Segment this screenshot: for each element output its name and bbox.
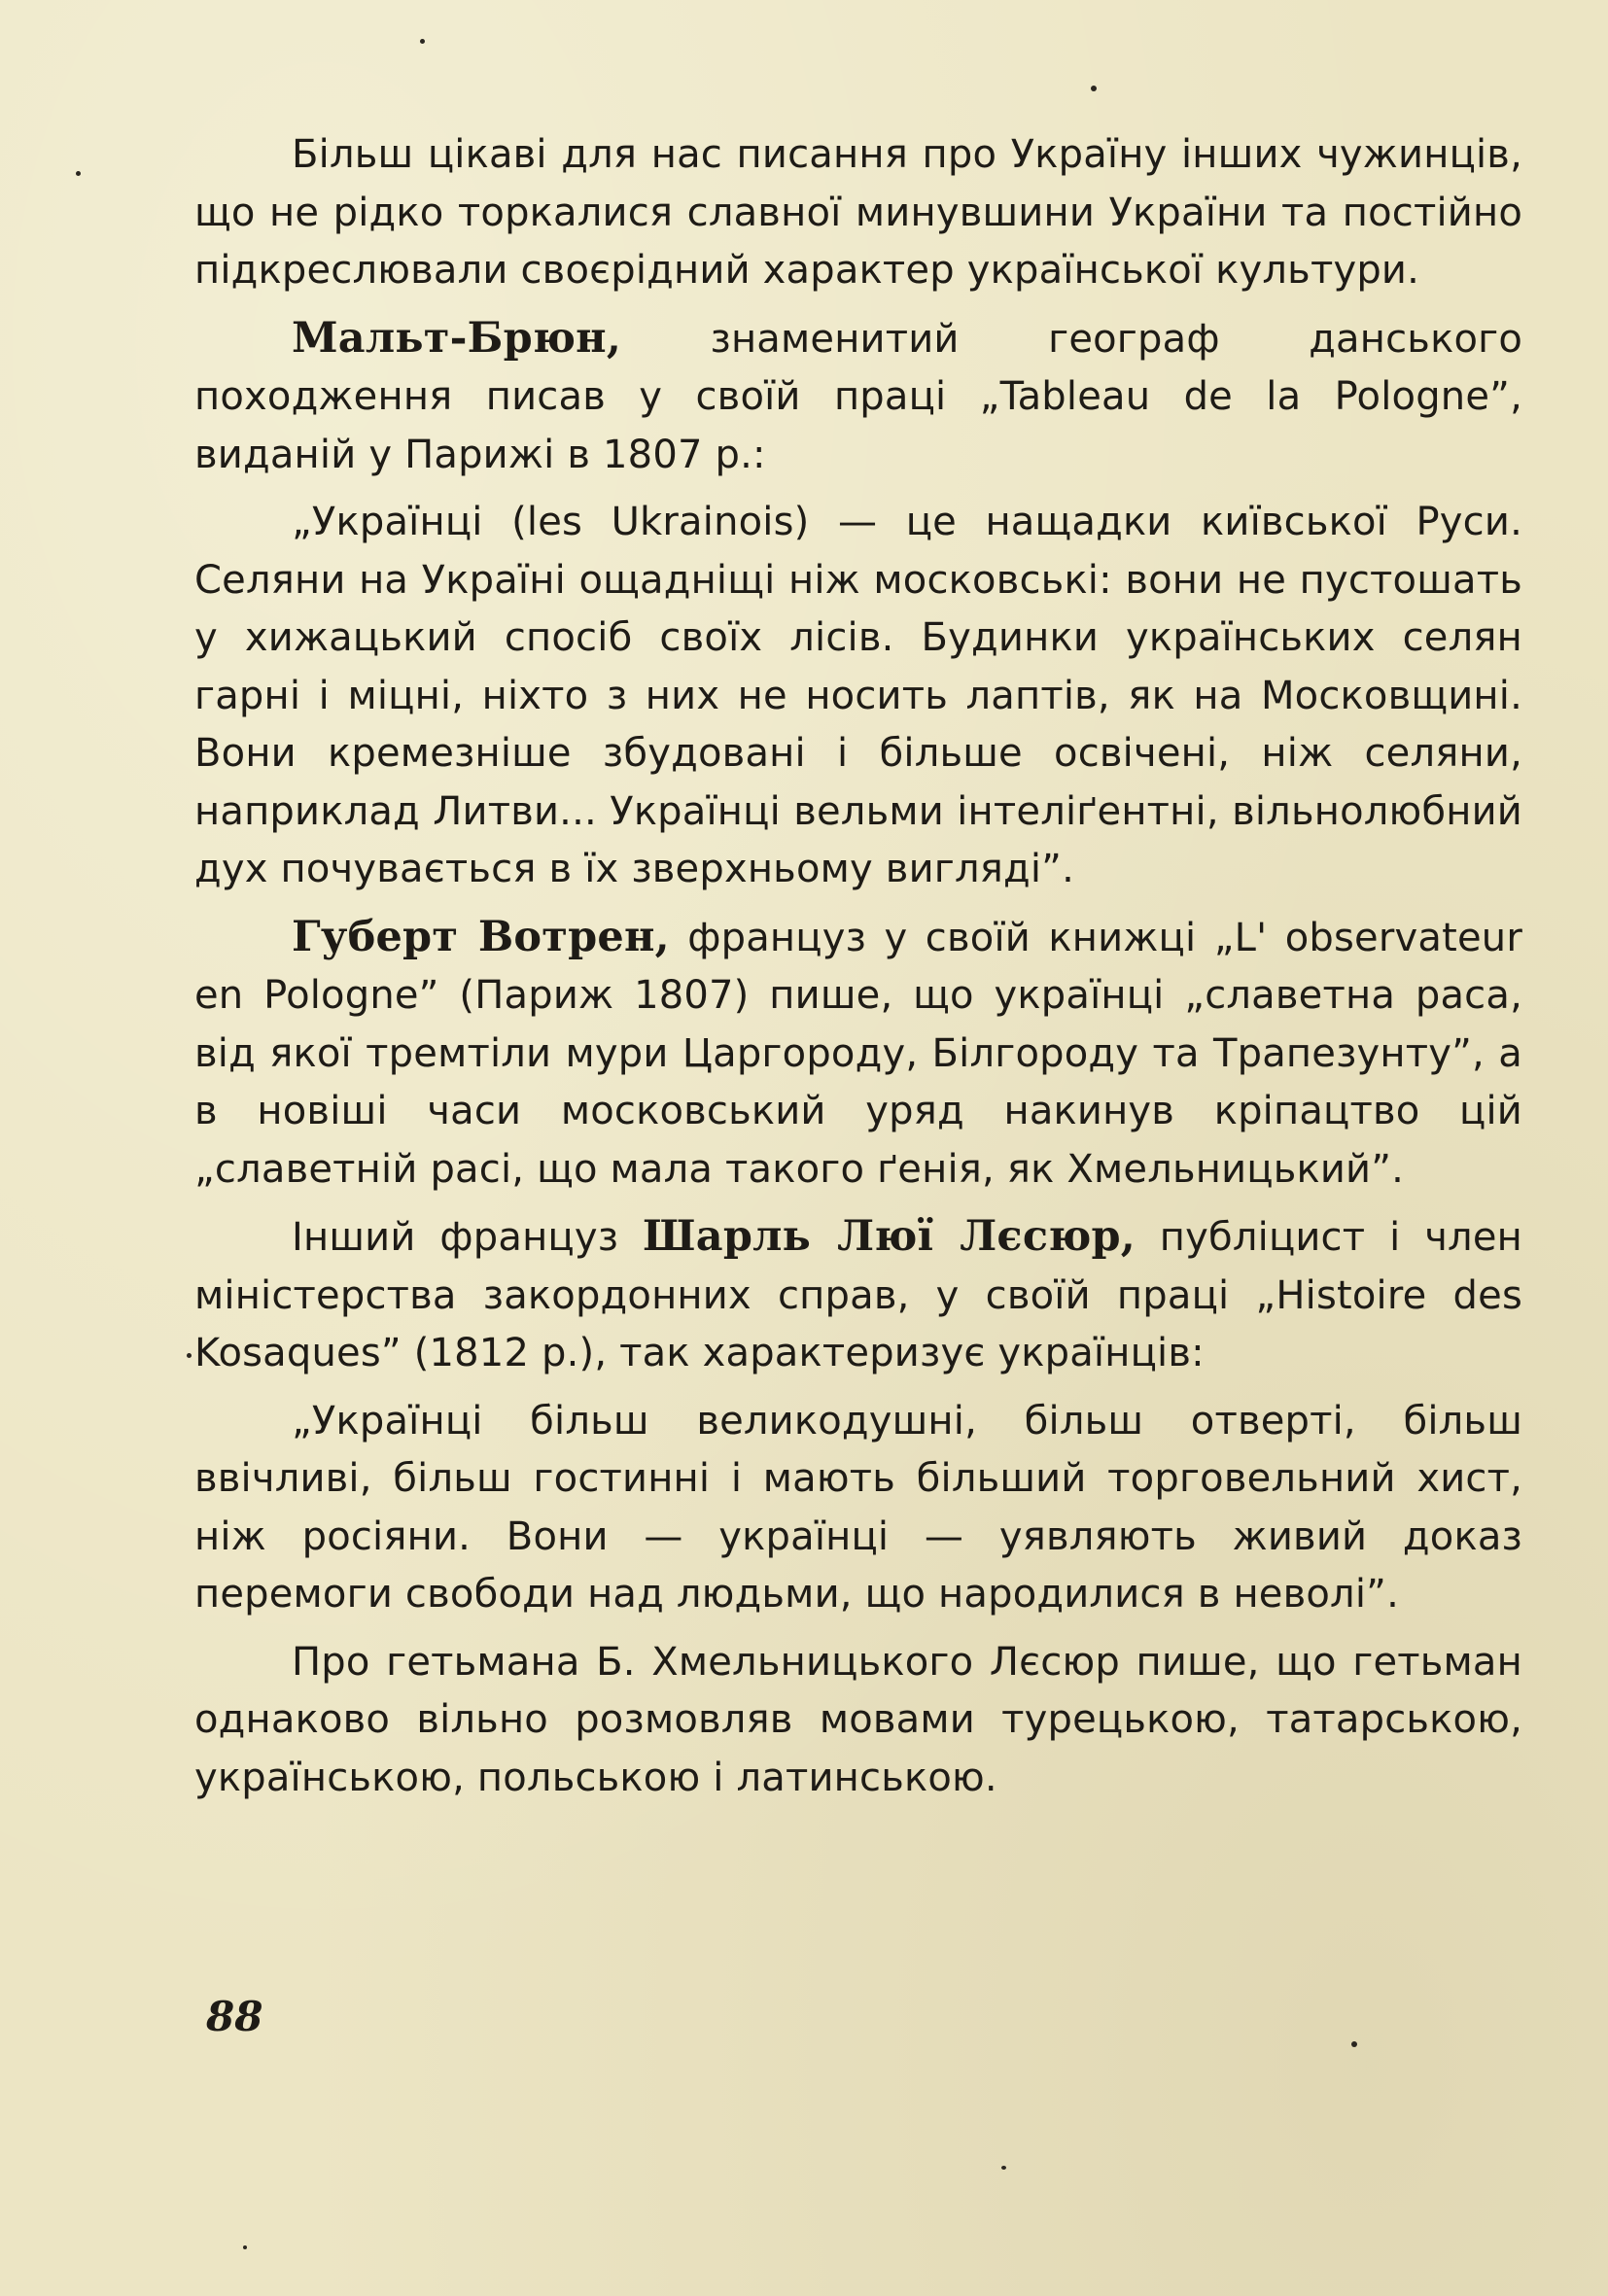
print-speck [420, 39, 425, 44]
paragraph-text: Про гетьмана Б. Хмельницького Лєсюр пише, що гетьман однаково вільно розмовляв мовами турецькою, татарською, українською, польською і латинською. [194, 1639, 1522, 1800]
paragraph-text: француз у своїй книжці „L' observateur en Pologne” (Париж 1807) пише, що українці „славетна раса, від якої тремтіли мури Царгороду, Білгороду та Трапезунту”, а в новіші часи московський уряд накинув кріпацтво цій „славетній расі, що мала такого ґенія, як Хмельницький”. [194, 915, 1522, 1192]
paragraph-lesur [194, 1208, 1522, 1383]
paragraph-malte-brun [194, 310, 1522, 485]
print-speck [1091, 86, 1097, 91]
paragraph-text: публіцист і член міністерства закордонних справ, у своїй праці „Histoire des Kosaques” (1812 р.), так характеризує українців: [194, 1215, 1522, 1375]
quote-text: „Українці більш великодушні, більш отверті, більш ввічливі, більш гостинні і мають більший торговельний хист, ніж росіяни. Вони — українці — уявляють живий доказ перемоги свободи над людьми, що народилися в неволі”. [194, 1398, 1522, 1617]
print-speck [187, 1353, 192, 1358]
print-speck [76, 171, 81, 176]
author-name: Мальт-Брюн, [292, 313, 621, 363]
print-speck [1351, 2041, 1357, 2047]
quote-text: „Українці (les Ukrainois) — це нащадки київської Руси. Селяни на Україні ощадніщі ніж московські: вони не пустошать у хижацький спосіб своїх лісів. Будинки українських селян гарні і міцні, ніхто з них не носить лаптів, як на Московщині. Вони кремезніше збудовані і більше освічені, ніж селяни, наприклад Литви... Українці вельми інтеліґентні, вільнолюбний дух почувається в їх зверхньому вигляді”. [194, 500, 1522, 891]
author-name: Шарль Люї Лєсюр, [643, 1212, 1136, 1261]
print-speck [1001, 2166, 1006, 2170]
author-name: Губерт Вотрен, [292, 912, 670, 961]
page-number: 88 [206, 1993, 263, 2040]
page-body [194, 126, 1522, 1817]
paragraph-vautrin [194, 909, 1522, 1200]
print-speck [243, 2245, 247, 2249]
paragraph-lead: Інший француз [292, 1215, 644, 1260]
paragraph-text: Більш цікаві для нас писання про Україну інших чужинців, що не рідко торкалися славної минувшини України та постійно підкреслювали своєрідний характер української культури. [194, 132, 1522, 293]
paragraph-text: знаменитий географ данського походження писав у своїй праці „Tableau de la Pologne”, виданій у Парижі в 1807 р.: [194, 316, 1522, 477]
paragraph-khmelnytsky [194, 1634, 1522, 1808]
quote-malte-brun [194, 494, 1522, 899]
paragraph-intro [194, 126, 1522, 300]
quote-lesur [194, 1393, 1522, 1624]
